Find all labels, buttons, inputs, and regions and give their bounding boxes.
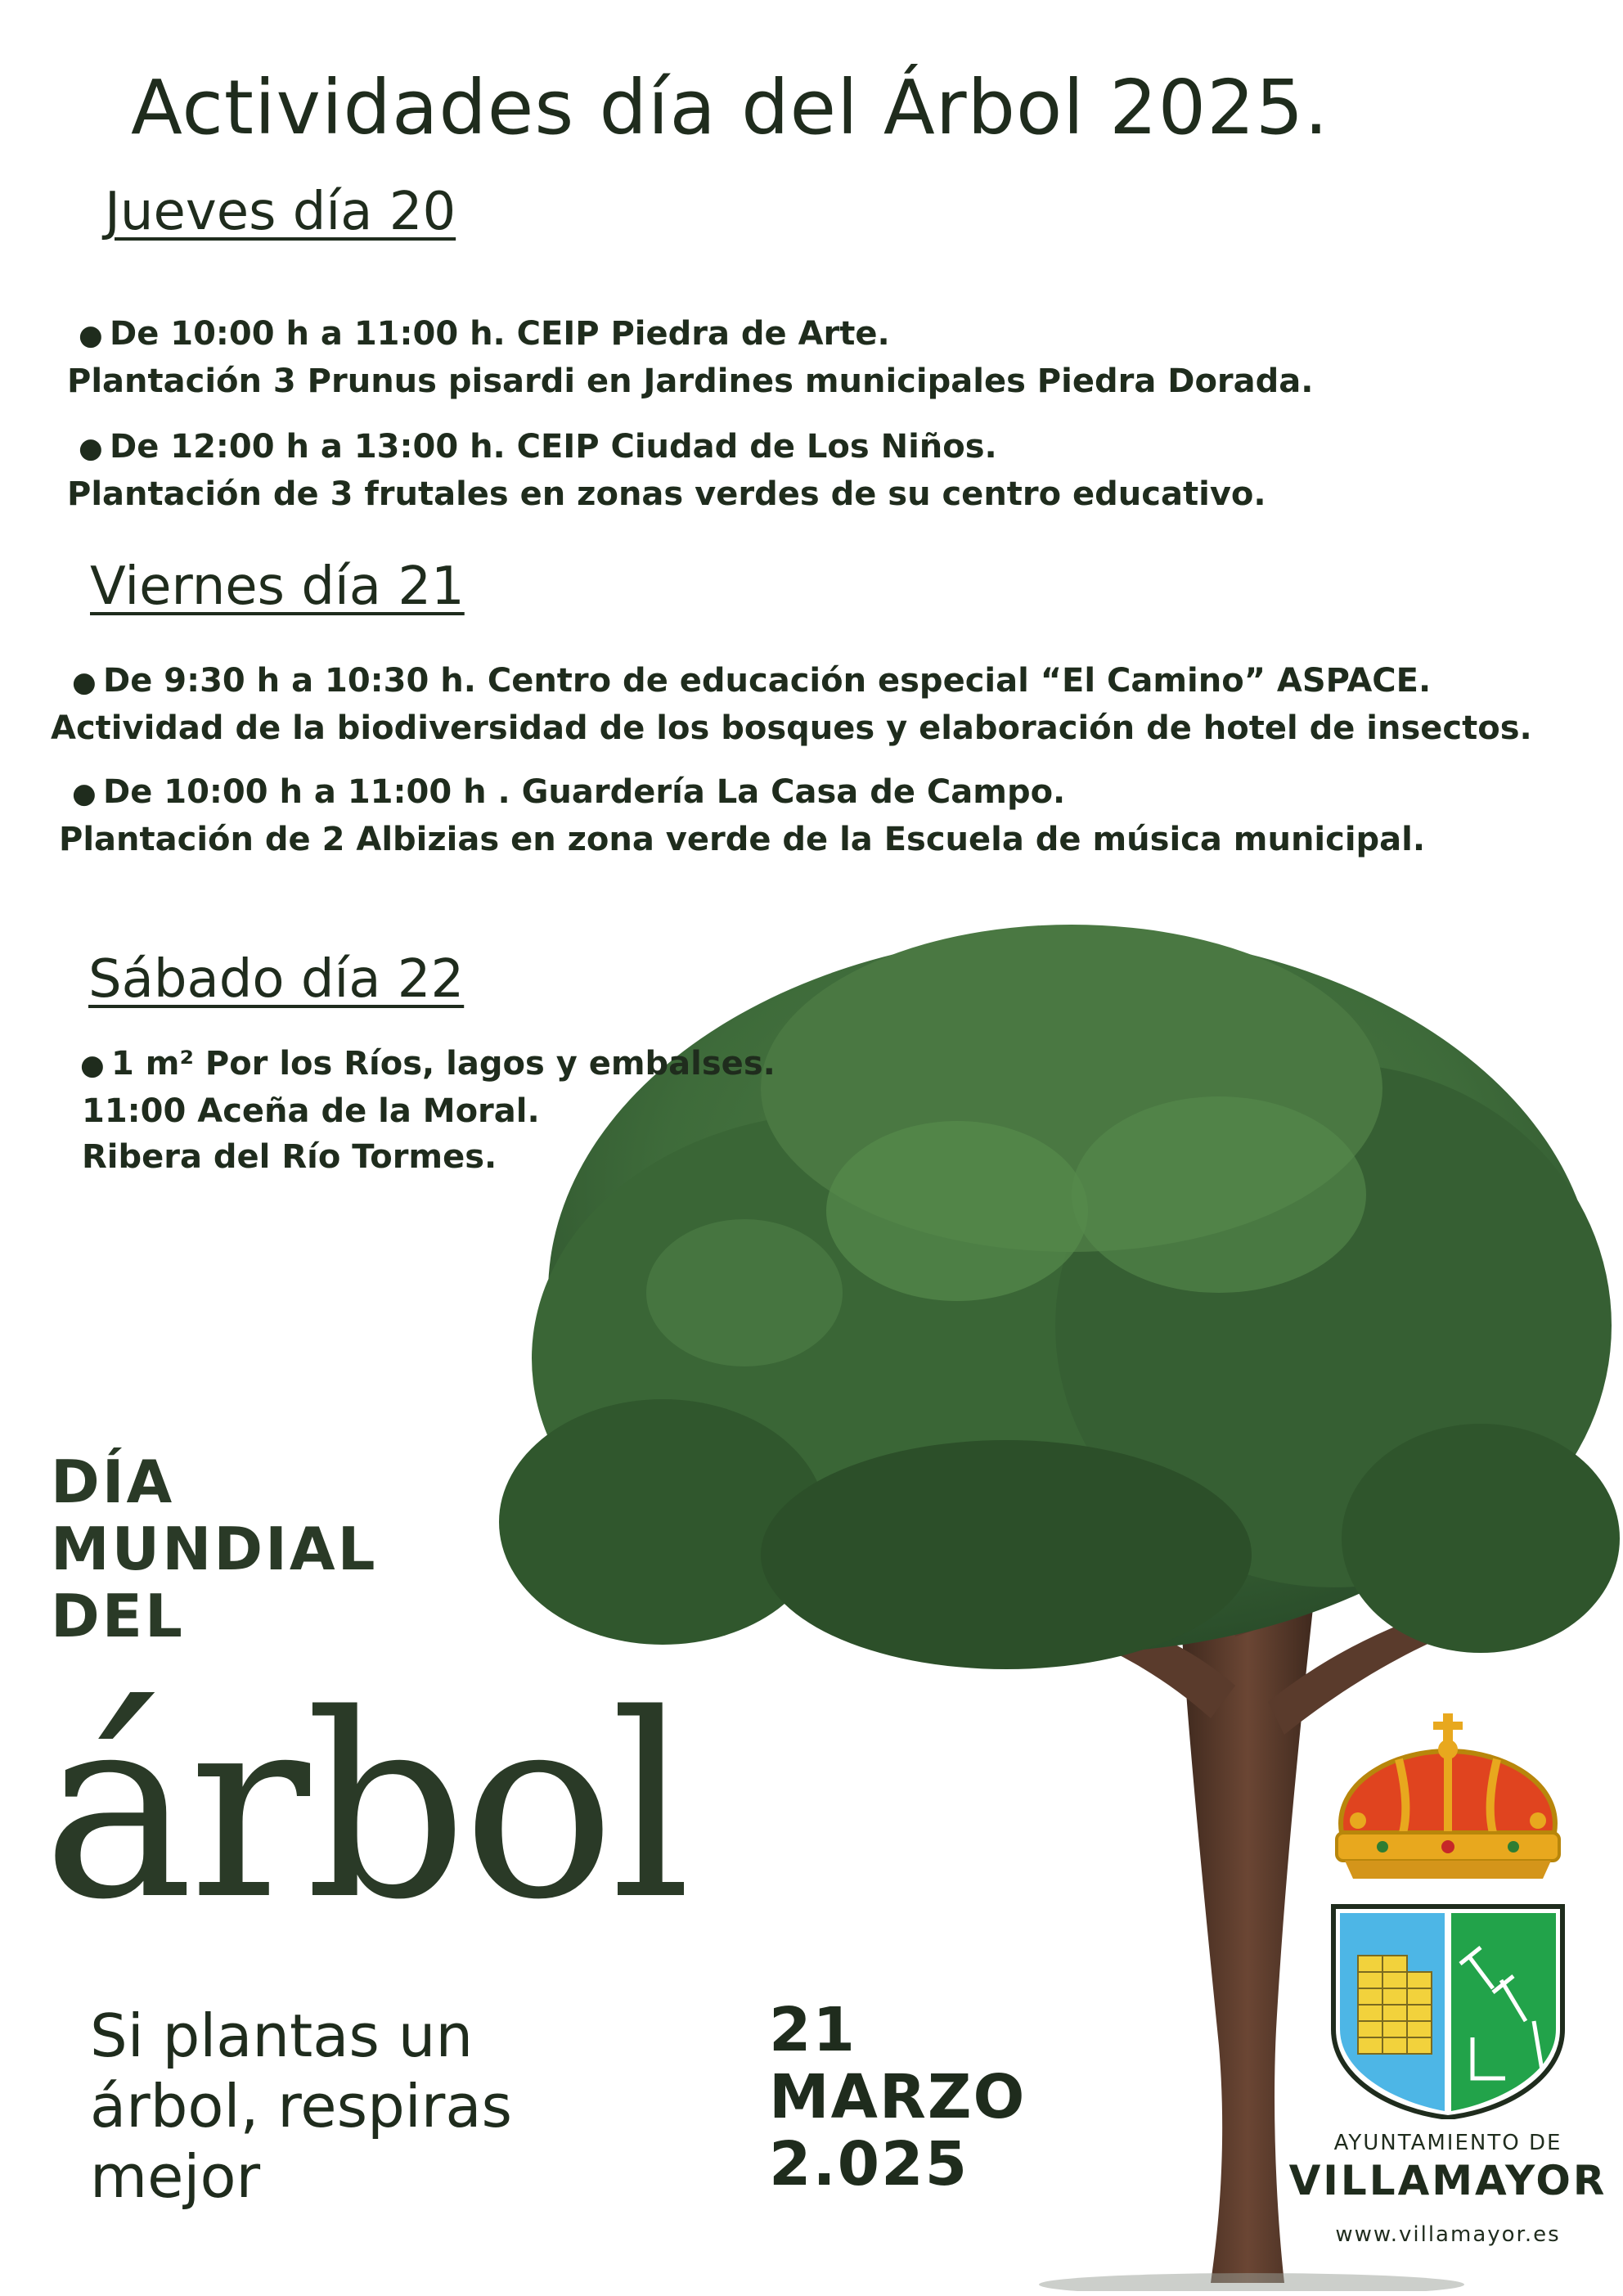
- footer-town-name: VILLAMAYOR: [1288, 2157, 1607, 2204]
- heading-line: DEL: [51, 1582, 185, 1650]
- activity-thursday-1: [67, 311, 1314, 404]
- bullet-icon: ●: [80, 1049, 105, 1082]
- activity-line: Ribera del Río Tormes.: [82, 1138, 497, 1176]
- activity-saturday-1: [80, 1041, 776, 1180]
- activity-line: Plantación de 2 Albizias en zona verde de la Escuela de música municipal.: [59, 821, 1426, 858]
- activity-line: Plantación 3 Prunus pisardi en Jardines municipales Piedra Dorada.: [67, 362, 1314, 400]
- heading-line: MUNDIAL: [51, 1515, 378, 1583]
- coat-of-arms-icon: [1309, 1710, 1587, 2119]
- page-title: Actividades día del Árbol 2025.: [131, 64, 1329, 151]
- slogan-line: árbol, respiras: [90, 2072, 513, 2141]
- date-line: MARZO: [769, 2062, 1027, 2132]
- bullet-icon: ●: [79, 432, 103, 465]
- date-line: 2.025: [769, 2129, 969, 2199]
- activity-line: 1 m² Por los Ríos, lagos y embalses.: [111, 1045, 776, 1083]
- activity-thursday-2: [67, 424, 1266, 517]
- activity-line: De 12:00 h a 13:00 h. CEIP Ciudad de Los Niños.: [110, 428, 997, 466]
- slogan-line: Si plantas un: [90, 2001, 474, 2070]
- day-heading-friday: Viernes día 21: [90, 556, 465, 617]
- activity-line: De 10:00 h a 11:00 h. CEIP Piedra de Arte.: [110, 315, 890, 353]
- activity-line: Actividad de la biodiversidad de los bosques y elaboración de hotel de insectos.: [51, 709, 1532, 747]
- heading-line: DÍA: [51, 1447, 175, 1516]
- bullet-icon: ●: [72, 666, 97, 699]
- activity-line: Plantación de 3 frutales en zonas verdes de su centro educativo.: [67, 475, 1266, 513]
- day-heading-saturday: Sábado día 22: [88, 949, 465, 1010]
- arbol-title: árbol: [43, 1660, 687, 1956]
- footer-website[interactable]: www.villamayor.es: [1335, 2222, 1561, 2247]
- bullet-icon: ●: [72, 777, 97, 810]
- footer-label: AYUNTAMIENTO DE: [1333, 2131, 1562, 2155]
- activity-friday-1: [51, 658, 1532, 751]
- dia-mundial-heading: [51, 1448, 378, 1650]
- slogan: [90, 2001, 512, 2212]
- activity-line: 11:00 Aceña de la Moral.: [82, 1092, 540, 1130]
- activity-line: De 9:30 h a 10:30 h. Centro de educación especial “El Camino” ASPACE.: [103, 662, 1432, 700]
- day-heading-thursday: Jueves día 20: [105, 182, 456, 242]
- slogan-line: mejor: [90, 2142, 261, 2211]
- activity-friday-2: [59, 769, 1426, 862]
- bullet-icon: ●: [79, 319, 103, 352]
- event-date: [769, 1997, 1026, 2198]
- date-line: 21: [769, 1995, 856, 2065]
- activity-line: De 10:00 h a 11:00 h . Guardería La Casa de Campo.: [103, 773, 1066, 811]
